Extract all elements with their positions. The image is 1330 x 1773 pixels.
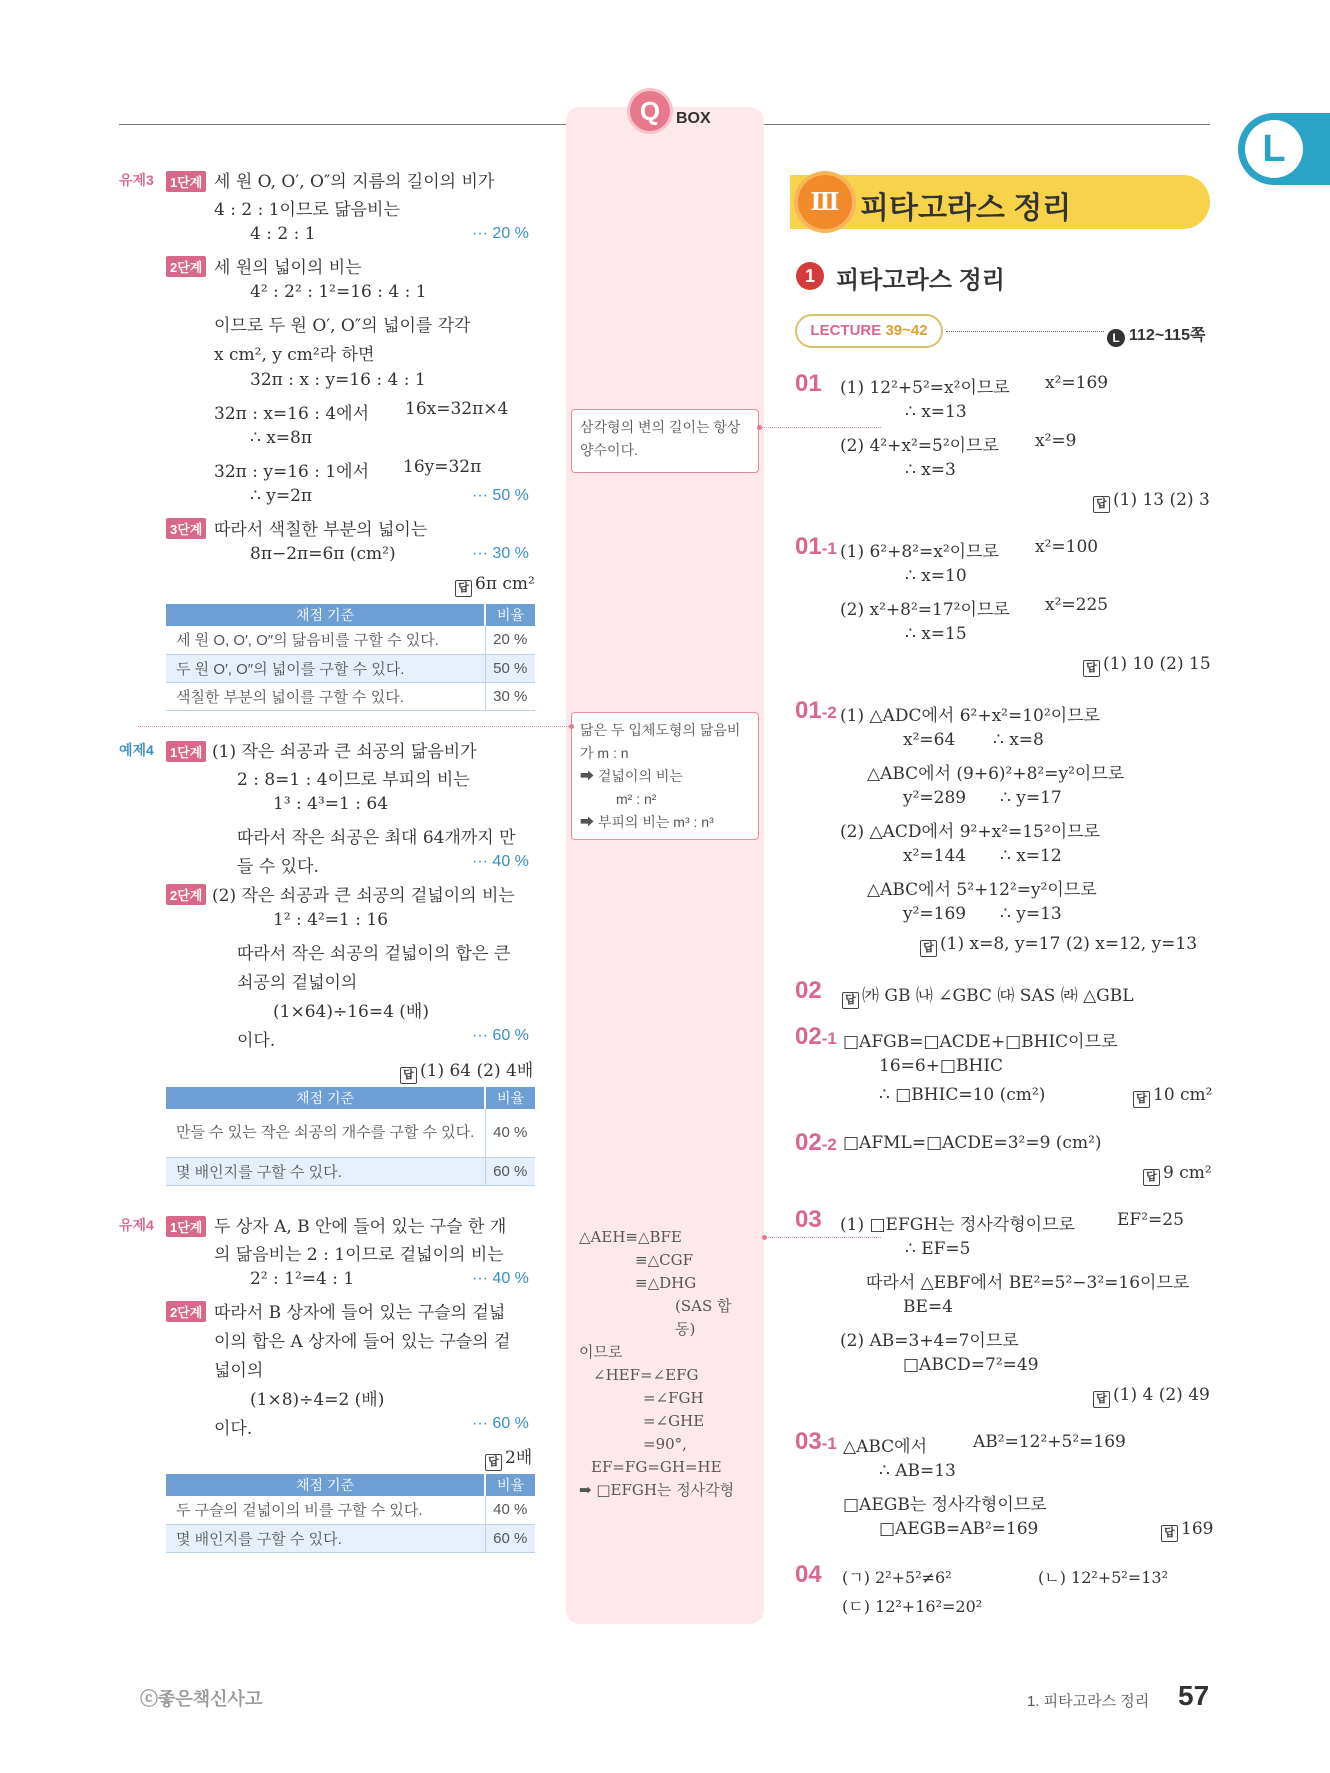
table-cell: 40 %	[485, 1496, 535, 1524]
score-percent: ··· 60 %	[472, 1415, 529, 1432]
problem-number: 04	[795, 1561, 822, 1588]
step-tag: 2단계	[166, 1301, 206, 1322]
solution-line: (1×64)÷16=4 (배)	[273, 1002, 429, 1022]
solution-line: 16y=32π	[403, 457, 482, 477]
table-header: 채점 기준	[166, 604, 485, 626]
note-line: =90°,	[643, 1435, 687, 1453]
table-cell: 몇 배인지를 구할 수 있다.	[166, 1157, 485, 1185]
grading-table	[166, 1474, 535, 1553]
solution-line: (2) 작은 쇠공과 큰 쇠공의 겉넓이의 비는	[212, 886, 515, 906]
answer-mark-icon: 답	[920, 940, 937, 957]
note-line: =∠GHE	[643, 1412, 705, 1430]
table-cell: 몇 배인지를 구할 수 있다.	[166, 1524, 485, 1552]
answer: 답 (1) x=8, y=17 (2) x=12, y=13	[920, 934, 1197, 957]
solution-line: (2) 4²+x²=5²이므로	[840, 436, 999, 456]
answer-mark-icon: 답	[1161, 1525, 1178, 1542]
step-tag: 1단계	[166, 741, 206, 762]
table-cell: 두 구슬의 겉넓이의 비를 구할 수 있다.	[166, 1496, 485, 1524]
step-tag: 1단계	[166, 1216, 206, 1237]
solution-line: x²=9	[1035, 431, 1077, 451]
problem-number: 03	[795, 1206, 822, 1233]
note-line: ➡ 겉넓이의 비는	[580, 768, 683, 784]
lecture-badge: LECTURE 39~42	[795, 314, 943, 348]
top-rule-right	[764, 124, 1210, 125]
solution-line: ∴ x=10	[905, 566, 967, 586]
answer: 답 (1) 13 (2) 3	[1093, 490, 1210, 513]
note-line: ➡ □EFGH는 정사각형	[579, 1481, 735, 1499]
score-percent: ··· 60 %	[472, 1027, 529, 1044]
problem-number: 02-2	[795, 1129, 837, 1156]
answer: 답 (1) 64 (2) 4배	[400, 1056, 533, 1084]
q-note-square-proof	[571, 1220, 759, 1499]
q-icon: Q	[630, 91, 670, 131]
solution-line: 32π : x=16 : 4에서	[214, 404, 369, 424]
solution-line: 쇠공의 겉넓이의	[237, 973, 358, 993]
solution-line: 이다.	[214, 1419, 253, 1439]
note-line: EF=FG=GH=HE	[591, 1458, 722, 1476]
table-cell: 색칠한 부분의 넓이를 구할 수 있다.	[166, 682, 485, 710]
solution-line: □ABCD=7²=49	[903, 1355, 1039, 1375]
solution-line: 따라서 △EBF에서 BE²=5²−3²=16이므로	[866, 1273, 1190, 1293]
q-note-triangle-side	[571, 409, 759, 473]
solution-line: y²=169	[903, 904, 967, 924]
note-line: 이므로	[579, 1343, 623, 1361]
answer: 답 (1) 4 (2) 49	[1093, 1385, 1210, 1408]
q-box-label: BOX	[676, 110, 711, 127]
note-line: 삼각형의 변의 길이는 항상	[580, 419, 741, 435]
answer: 답 6π cm²	[455, 574, 535, 597]
note-line: =∠FGH	[643, 1389, 704, 1407]
connector-dot	[757, 425, 762, 430]
solution-line: (1) 작은 쇠공과 큰 쇠공의 닮음비가	[212, 742, 477, 762]
connector-dot	[569, 724, 574, 729]
solution-line: 따라서 B 상자에 들어 있는 구슬의 겉넓	[214, 1303, 506, 1323]
answer-mark-icon: 답	[1093, 496, 1110, 513]
note-line: (SAS 합동)	[675, 1297, 732, 1338]
note-line: 양수이다.	[580, 442, 638, 458]
solution-line: BE=4	[903, 1297, 953, 1317]
solution-line: △ABC에서	[843, 1437, 928, 1457]
solution-line: 두 상자 A, B 안에 들어 있는 구슬 한 개	[214, 1217, 507, 1237]
problem-number: 01-1	[795, 533, 837, 560]
q-note-similar-solids	[571, 712, 759, 840]
solution-line: EF²=25	[1117, 1210, 1184, 1230]
solution-line: 32π : y=16 : 1에서	[214, 462, 370, 482]
solution-line: 따라서 색칠한 부분의 넓이는	[214, 520, 428, 540]
problem-number: 02-1	[795, 1023, 837, 1050]
note-line: ➡ 부피의 비는 m³ : n³	[580, 814, 714, 830]
solution-line: 2 : 8=1 : 4이므로 부피의 비는	[237, 770, 470, 790]
solution-line: ∴ x=8	[993, 730, 1044, 750]
solution-line: 따라서 작은 쇠공의 겉넓이의 합은 큰	[237, 944, 511, 964]
answer: 답 (1) 10 (2) 15	[1083, 654, 1211, 677]
solution-line: ∴ x=12	[1000, 846, 1062, 866]
answer-mark-icon: 답	[1143, 1169, 1160, 1186]
solution-line: 16x=32π×4	[405, 399, 509, 419]
score-percent: ··· 20 %	[472, 225, 529, 242]
note-line: 가 m : n	[580, 745, 629, 761]
answer: 답 10 cm²	[1133, 1085, 1213, 1108]
lecture-l-icon: L	[1107, 329, 1125, 347]
problem-tag: 유제3	[119, 172, 154, 188]
page-reference: L 112~115쪽	[1107, 322, 1205, 347]
solution-line: y²=289	[903, 788, 967, 808]
solution-line: (2) AB=3+4=7이므로	[840, 1331, 1019, 1351]
solution-line: (1) □EFGH는 정사각형이므로	[840, 1215, 1075, 1235]
solution-line: ∴ EF=5	[905, 1239, 971, 1259]
lecture-l-icon: L	[1245, 120, 1303, 178]
step-tag: 2단계	[166, 884, 206, 905]
solution-line: (2) x²+8²=17²이므로	[840, 600, 1010, 620]
solution-line: ∴ y=2π	[250, 486, 313, 506]
solution-line: □AFML=□ACDE=3²=9 (cm²)	[843, 1133, 1102, 1153]
solution-line: 4 : 2 : 1	[250, 224, 316, 244]
solution-line: □AFGB=□ACDE+□BHIC이므로	[843, 1032, 1118, 1052]
solution-line: x²=225	[1045, 595, 1109, 615]
table-cell: 60 %	[485, 1157, 535, 1185]
solution-line: ∴ x=8π	[250, 428, 313, 448]
solution-line: (ㄱ) 2²+5²≠6²	[842, 1568, 952, 1587]
solution-line: 2² : 1²=4 : 1	[250, 1269, 355, 1289]
grading-table	[166, 1087, 535, 1186]
answer: 답 9 cm²	[1143, 1163, 1212, 1186]
solution-line: 4² : 2² : 1²=16 : 4 : 1	[250, 282, 427, 302]
solution-line: ∴ x=13	[905, 402, 967, 422]
table-cell: 두 원 O′, O″의 넓이를 구할 수 있다.	[166, 654, 485, 682]
note-line: ≡△CGF	[635, 1251, 693, 1269]
solution-line: x²=169	[1045, 373, 1109, 393]
solution-line: ∴ y=17	[1000, 788, 1062, 808]
problem-number: 01	[795, 370, 822, 397]
problem-tag: 유제4	[119, 1217, 154, 1233]
step-tag: 1단계	[166, 171, 206, 192]
top-rule-left	[119, 124, 566, 125]
solution-line: ∴ y=13	[1000, 904, 1062, 924]
table-cell: 50 %	[485, 654, 535, 682]
table-cell: 세 원 O, O′, O″의 닮음비를 구할 수 있다.	[166, 626, 485, 654]
note-line: ≡△DHG	[635, 1274, 697, 1292]
note-connector	[138, 726, 571, 727]
answer-mark-icon: 답	[485, 1454, 502, 1471]
solution-line: 세 원의 넓이의 비는	[214, 258, 362, 278]
section-number: 1	[796, 262, 824, 290]
solution-line: 이의 합은 A 상자에 들어 있는 구슬의 겉	[214, 1332, 511, 1352]
solution-line: 16=6+□BHIC	[879, 1056, 1004, 1076]
note-line: 닮은 두 입체도형의 닮음비	[580, 722, 741, 738]
note-line: △AEH≡△BFE	[579, 1228, 682, 1246]
publisher-logo: ⓒ좋은책신사고	[140, 1689, 263, 1709]
note-line: m² : n²	[616, 791, 657, 807]
table-header: 채점 기준	[166, 1474, 485, 1496]
solution-line: (1) △ADC에서 6²+x²=10²이므로	[840, 706, 1100, 726]
solution-line: 이므로 두 원 O′, O″의 넓이를 각각	[214, 316, 471, 336]
solution-line: (ㄴ) 12²+5²=13²	[1038, 1568, 1168, 1587]
score-percent: ··· 40 %	[472, 1270, 529, 1287]
solution-line: 들 수 있다.	[237, 857, 319, 877]
solution-line: 따라서 작은 쇠공은 최대 64개까지 만	[237, 828, 516, 848]
solution-line: x²=64	[903, 730, 956, 750]
table-header: 비율	[485, 1087, 535, 1109]
solution-line: 넓이의	[214, 1361, 264, 1381]
chapter-title: 피타고라스 정리	[860, 192, 1072, 225]
solution-line: AB²=12²+5²=169	[973, 1432, 1126, 1452]
score-percent: ··· 30 %	[472, 545, 529, 562]
problem-number: 02	[795, 977, 822, 1004]
solution-line: (1) 6²+8²=x²이므로	[840, 542, 999, 562]
solution-line: (1×8)÷4=2 (배)	[250, 1390, 385, 1410]
solution-line: 의 닮음비는 2 : 1이므로 겉넓이의 비는	[214, 1245, 504, 1265]
solution-line: □AEGB는 정사각형이므로	[843, 1495, 1047, 1515]
note-connector	[764, 1237, 881, 1238]
note-line: ∠HEF=∠EFG	[593, 1366, 699, 1384]
score-percent: ··· 40 %	[472, 853, 529, 870]
answer: 답 ㈎ GB ㈏ ∠GBC ㈐ SAS ㈑ △GBL	[842, 981, 1134, 1009]
step-tag: 2단계	[166, 256, 206, 277]
table-header: 비율	[485, 1474, 535, 1496]
answer-mark-icon: 답	[842, 992, 859, 1009]
solution-line: (ㄷ) 12²+16²=20²	[842, 1597, 983, 1616]
solution-line: x²=144	[903, 846, 967, 866]
solution-line: 4 : 2 : 1이므로 닮음비는	[214, 200, 400, 220]
table-cell: 만들 수 있는 작은 쇠공의 개수를 구할 수 있다.	[166, 1109, 485, 1157]
answer: 답 2배	[485, 1443, 532, 1471]
solution-line: ∴ □BHIC=10 (cm²)	[879, 1085, 1046, 1105]
section-title: 피타고라스 정리	[836, 267, 1005, 294]
problem-tag: 예제4	[119, 742, 154, 758]
connector-dot	[762, 1235, 767, 1240]
grading-table	[166, 604, 535, 711]
solution-line: 32π : x : y=16 : 4 : 1	[250, 370, 426, 390]
solution-line: (2) △ACD에서 9²+x²=15²이므로	[840, 822, 1100, 842]
solution-line: △ABC에서 (9+6)²+8²=y²이므로	[867, 764, 1125, 784]
solution-line: 1³ : 4³=1 : 64	[273, 794, 389, 814]
page-number: 57	[1178, 1680, 1210, 1711]
solution-line: x cm², y cm²라 하면	[214, 345, 375, 365]
solution-line: ∴ x=3	[905, 460, 956, 480]
lecture-leader	[946, 331, 1104, 332]
solution-line: □AEGB=AB²=169	[879, 1519, 1039, 1539]
answer-mark-icon: 답	[400, 1067, 417, 1084]
note-connector	[759, 427, 881, 428]
solution-line: 이다.	[237, 1031, 276, 1051]
problem-number: 03-1	[795, 1428, 837, 1455]
solution-line: 1² : 4²=1 : 16	[273, 910, 389, 930]
solution-line: △ABC에서 5²+12²=y²이므로	[867, 880, 1097, 900]
solution-line: (1) 12²+5²=x²이므로	[840, 378, 1010, 398]
answer-mark-icon: 답	[1093, 1391, 1110, 1408]
answer: 답 169	[1161, 1519, 1213, 1542]
solution-line: ∴ AB=13	[879, 1461, 956, 1481]
table-cell: 60 %	[485, 1524, 535, 1552]
solution-line: ∴ x=15	[905, 624, 967, 644]
chapter-number: Ⅲ	[798, 175, 852, 229]
answer-mark-icon: 답	[1133, 1091, 1150, 1108]
table-cell: 30 %	[485, 682, 535, 710]
answer-mark-icon: 답	[455, 580, 472, 597]
solution-line: x²=100	[1035, 537, 1099, 557]
answer-mark-icon: 답	[1083, 660, 1100, 677]
table-cell: 40 %	[485, 1109, 535, 1157]
score-percent: ··· 50 %	[472, 487, 529, 504]
solution-line: 세 원 O, O′, O″의 지름의 길이의 비가	[214, 172, 495, 192]
table-header: 채점 기준	[166, 1087, 485, 1109]
problem-number: 01-2	[795, 697, 837, 724]
solution-line: 8π−2π=6π (cm²)	[250, 544, 396, 564]
step-tag: 3단계	[166, 518, 206, 539]
table-cell: 20 %	[485, 626, 535, 654]
table-header: 비율	[485, 604, 535, 626]
footer-section: 1. 피타고라스 정리	[1027, 1693, 1150, 1710]
